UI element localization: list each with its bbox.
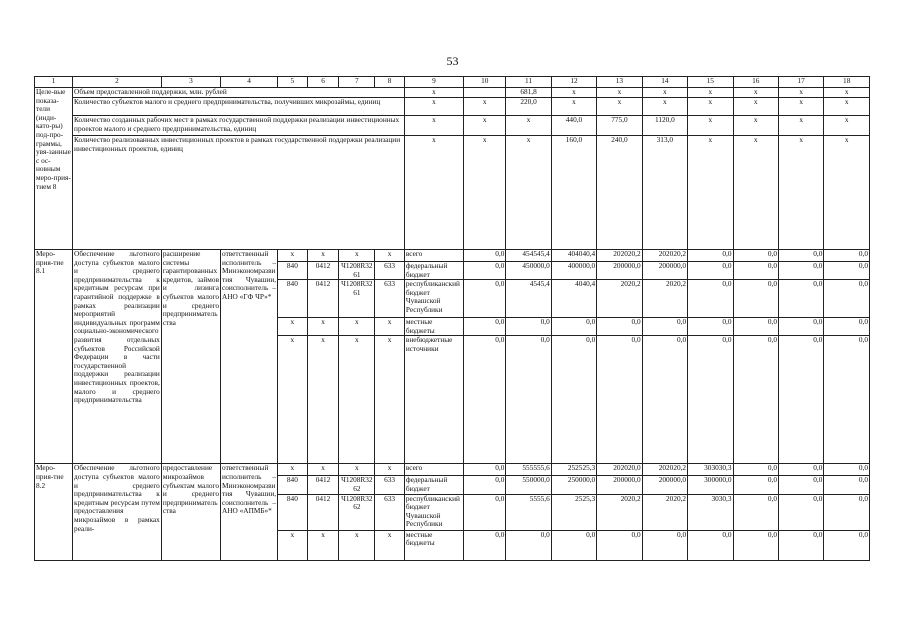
funding-source: всего [404, 250, 463, 262]
amount-cell: 0,0 [506, 530, 551, 560]
amount-cell: 0,0 [688, 530, 733, 560]
target-value: x [551, 88, 596, 98]
code-expense: 633 [375, 262, 405, 280]
amount-cell: 0,0 [778, 464, 823, 476]
amount-cell: 0,0 [688, 336, 733, 464]
amount-cell: 0,0 [778, 336, 823, 464]
amount-cell: 0,0 [824, 494, 870, 530]
code-grbs: x [278, 318, 308, 336]
amount-cell: 202020,2 [597, 250, 642, 262]
code-target: Ч1208R3262 [339, 494, 375, 530]
funding-source: внебюджетные источники [404, 336, 463, 464]
measure-name: Меро-прия-тие 8.1 [35, 250, 73, 464]
amount-cell: 0,0 [642, 336, 687, 464]
code-grbs: x [278, 250, 308, 262]
target-value: x [464, 116, 506, 136]
funding-source: всего [404, 464, 463, 476]
funding-source: местные бюджеты [404, 318, 463, 336]
code-section: x [307, 530, 339, 560]
code-target: x [339, 530, 375, 560]
measure-name: Меро-прия-тие 8.2 [35, 464, 73, 560]
funding-source: республиканский бюджет Чувашской Республики [404, 280, 463, 318]
amount-cell: 303030,3 [688, 464, 733, 476]
code-section: x [307, 318, 339, 336]
target-value: x [778, 116, 823, 136]
amount-cell: 0,0 [733, 262, 778, 280]
target-value: 313,0 [642, 136, 687, 250]
amount-cell: 400000,0 [551, 262, 596, 280]
amount-cell: 202020,2 [642, 250, 687, 262]
code-expense: x [375, 530, 405, 560]
amount-cell: 0,0 [506, 336, 551, 464]
header-cell: 4 [221, 77, 278, 88]
target-value: x [404, 136, 463, 250]
target-value: 775,0 [597, 116, 642, 136]
target-value: x [733, 116, 778, 136]
target-row [35, 136, 870, 250]
amount-cell: 2525,3 [551, 494, 596, 530]
code-target: Ч1208R3262 [339, 476, 375, 494]
code-section: x [307, 250, 339, 262]
funding-source: республиканский бюджет Чувашской Республики [404, 494, 463, 530]
target-value: 220,0 [506, 98, 551, 116]
amount-cell: 200000,0 [597, 476, 642, 494]
header-cell: 2 [73, 77, 162, 88]
amount-cell: 0,0 [778, 530, 823, 560]
code-section: x [307, 464, 339, 476]
target-value: x [824, 88, 870, 98]
header-cell: 3 [161, 77, 220, 88]
measure-executor: ответственный исполнитель – Минэкономразвития Чувашии, соисполнитель – АНО «АПМБ»* [221, 464, 278, 560]
amount-cell: 0,0 [824, 464, 870, 476]
amount-cell: 0,0 [733, 336, 778, 464]
code-section: 0412 [307, 494, 339, 530]
amount-cell: 300000,0 [688, 476, 733, 494]
amount-cell: 0,0 [506, 318, 551, 336]
funding-source: федеральный бюджет [404, 476, 463, 494]
header-cell: 10 [464, 77, 506, 88]
amount-cell: 0,0 [464, 464, 506, 476]
amount-cell: 0,0 [824, 530, 870, 560]
header-cell: 7 [339, 77, 375, 88]
header-cell: 8 [375, 77, 405, 88]
amount-cell: 4545,4 [506, 280, 551, 318]
amount-cell: 0,0 [824, 262, 870, 280]
amount-cell: 0,0 [733, 476, 778, 494]
target-row [35, 116, 870, 136]
code-expense: 633 [375, 280, 405, 318]
amount-cell: 0,0 [464, 250, 506, 262]
code-grbs: x [278, 464, 308, 476]
code-expense: 633 [375, 476, 405, 494]
measure-executor: ответственный исполнитель – Минэкономразвития Чувашии, соисполнитель – АНО «ГФ ЧР»* [221, 250, 278, 464]
code-grbs: 840 [278, 280, 308, 318]
amount-cell: 0,0 [597, 530, 642, 560]
target-value: x [404, 116, 463, 136]
code-section: 0412 [307, 476, 339, 494]
amount-cell: 3030,3 [688, 494, 733, 530]
target-row [35, 88, 870, 98]
table-body [35, 77, 870, 561]
amount-cell: 0,0 [551, 336, 596, 464]
measure-purpose: расширение системы гарантированных кредитов, займов и лизинга субъектов малого и среднего предпринимательства [161, 250, 220, 464]
target-value [464, 88, 506, 98]
amount-cell: 200000,0 [597, 262, 642, 280]
amount-cell: 0,0 [778, 280, 823, 318]
target-value: x [688, 116, 733, 136]
target-value: x [464, 98, 506, 116]
amount-cell: 200000,0 [642, 476, 687, 494]
target-text: Количество реализованных инвестиционных проектов в рамках государственной поддержки реализации инвестиционных проектов, единиц [73, 136, 405, 250]
code-expense: x [375, 336, 405, 464]
code-grbs: 840 [278, 262, 308, 280]
amount-cell: 0,0 [824, 336, 870, 464]
code-grbs: x [278, 336, 308, 464]
target-value: x [551, 98, 596, 116]
amount-cell: 0,0 [824, 280, 870, 318]
code-target: x [339, 250, 375, 262]
target-value: x [688, 88, 733, 98]
amount-cell: 0,0 [688, 250, 733, 262]
target-value: x [733, 98, 778, 116]
measure-purpose: предоставление микрозаймов субъектам малого и среднего предпринимательства [161, 464, 220, 560]
amount-cell: 555555,6 [506, 464, 551, 476]
amount-cell: 202020,2 [642, 464, 687, 476]
amount-cell: 202020,0 [597, 464, 642, 476]
code-target: x [339, 318, 375, 336]
target-value: x [464, 136, 506, 250]
target-value: 1120,0 [642, 116, 687, 136]
target-value: x [824, 136, 870, 250]
amount-cell: 0,0 [778, 250, 823, 262]
code-expense: x [375, 464, 405, 476]
target-text: Количество субъектов малого и среднего предпринимательства, получивших микрозаймы, единиц [73, 98, 405, 116]
code-section: x [307, 336, 339, 464]
target-text: Количество созданных рабочих мест в рамках государственной поддержки реализации инвестиционных проектов малого и среднего предпринимательства, единиц [73, 116, 405, 136]
amount-cell: 0,0 [733, 494, 778, 530]
target-value: x [688, 98, 733, 116]
code-expense: x [375, 250, 405, 262]
header-row [35, 77, 870, 88]
amount-cell: 0,0 [688, 262, 733, 280]
code-target: Ч1208R3261 [339, 280, 375, 318]
amount-cell: 0,0 [778, 262, 823, 280]
page-number: 53 [446, 54, 459, 68]
amount-cell: 0,0 [733, 250, 778, 262]
target-row [35, 98, 870, 116]
target-value: 440,0 [551, 116, 596, 136]
target-value: x [688, 136, 733, 250]
amount-cell: 0,0 [778, 318, 823, 336]
amount-cell: 2020,2 [597, 280, 642, 318]
funding-source: федеральный бюджет [404, 262, 463, 280]
amount-cell: 0,0 [688, 280, 733, 318]
amount-cell: 550000,0 [506, 476, 551, 494]
amount-cell: 0,0 [597, 318, 642, 336]
code-target: Ч1208R3261 [339, 262, 375, 280]
target-value: x [733, 136, 778, 250]
amount-cell: 0,0 [597, 336, 642, 464]
target-value: x [506, 136, 551, 250]
amount-cell: 0,0 [464, 262, 506, 280]
header-cell: 1 [35, 77, 73, 88]
code-grbs: 840 [278, 494, 308, 530]
amount-cell: 0,0 [464, 336, 506, 464]
amount-cell: 0,0 [464, 494, 506, 530]
target-value: 240,0 [597, 136, 642, 250]
target-value: x [778, 136, 823, 250]
code-expense: x [375, 318, 405, 336]
target-value: x [778, 98, 823, 116]
amount-cell: 0,0 [733, 318, 778, 336]
amount-cell: 404040,4 [551, 250, 596, 262]
header-cell: 16 [733, 77, 778, 88]
target-value: x [404, 88, 463, 98]
amount-cell: 2020,2 [642, 494, 687, 530]
amount-cell: 4040,4 [551, 280, 596, 318]
target-value: x [642, 98, 687, 116]
header-cell: 5 [278, 77, 308, 88]
code-expense: 633 [375, 494, 405, 530]
target-value: x [597, 88, 642, 98]
target-value: x [824, 98, 870, 116]
amount-cell: 250000,0 [551, 476, 596, 494]
measure-description: Обеспечение льготного доступа субъектов малого и среднего предпринимательства к кредитным ресурсам путем предоставления микрозаймов в рамках реали- [73, 464, 162, 560]
header-cell: 12 [551, 77, 596, 88]
amount-cell: 0,0 [778, 476, 823, 494]
header-cell: 6 [307, 77, 339, 88]
amount-cell: 0,0 [551, 530, 596, 560]
amount-cell: 0,0 [464, 318, 506, 336]
amount-cell: 454545,4 [506, 250, 551, 262]
amount-cell: 0,0 [824, 318, 870, 336]
code-section: 0412 [307, 280, 339, 318]
target-value: x [506, 116, 551, 136]
amount-cell: 0,0 [642, 318, 687, 336]
target-value: x [733, 88, 778, 98]
amount-cell: 0,0 [733, 530, 778, 560]
header-cell: 18 [824, 77, 870, 88]
measure-row [35, 250, 870, 262]
amount-cell: 252525,3 [551, 464, 596, 476]
amount-cell: 0,0 [642, 530, 687, 560]
header-cell: 15 [688, 77, 733, 88]
target-value: 681,8 [506, 88, 551, 98]
amount-cell: 0,0 [733, 280, 778, 318]
amount-cell: 2020,2 [642, 280, 687, 318]
target-value: 160,0 [551, 136, 596, 250]
amount-cell: 0,0 [551, 318, 596, 336]
target-value: x [597, 98, 642, 116]
measure-description: Обеспечение льготного доступа субъектов малого и среднего предпринимательства к кредитным ресурсам при гарантийной поддержке в рамках реализации мероприятий индивидуальных программ социально-экономического развития отдельных субъектов Российской Федерации в части государственной поддержки реализации инвестиционных проектов, малого и среднего предпринимательства [73, 250, 162, 464]
code-grbs: 840 [278, 476, 308, 494]
header-cell: 17 [778, 77, 823, 88]
amount-cell: 450000,0 [506, 262, 551, 280]
header-cell: 11 [506, 77, 551, 88]
code-target: x [339, 464, 375, 476]
target-value: x [404, 98, 463, 116]
measure-row [35, 464, 870, 476]
target-text: Объем предоставленной поддержки, млн. рублей [73, 88, 405, 98]
target-value: x [778, 88, 823, 98]
amount-cell: 2020,2 [597, 494, 642, 530]
amount-cell: 0,0 [464, 280, 506, 318]
target-value: x [642, 88, 687, 98]
amount-cell: 0,0 [464, 530, 506, 560]
amount-cell: 0,0 [464, 476, 506, 494]
budget-table [34, 76, 870, 561]
funding-source: местные бюджеты [404, 530, 463, 560]
header-cell: 14 [642, 77, 687, 88]
target-value: x [824, 116, 870, 136]
target-label: Целе-вые показа-тели (инди-като-ры) под-про-граммы, увя-занные с ос-новным меро-прия-тием 8 [35, 88, 73, 250]
amount-cell: 0,0 [824, 476, 870, 494]
header-cell: 13 [597, 77, 642, 88]
amount-cell: 0,0 [824, 250, 870, 262]
amount-cell: 5555,6 [506, 494, 551, 530]
header-cell: 9 [404, 77, 463, 88]
code-grbs: x [278, 530, 308, 560]
amount-cell: 0,0 [778, 494, 823, 530]
amount-cell: 200000,0 [642, 262, 687, 280]
code-section: 0412 [307, 262, 339, 280]
amount-cell: 0,0 [688, 318, 733, 336]
code-target: x [339, 336, 375, 464]
amount-cell: 0,0 [733, 464, 778, 476]
